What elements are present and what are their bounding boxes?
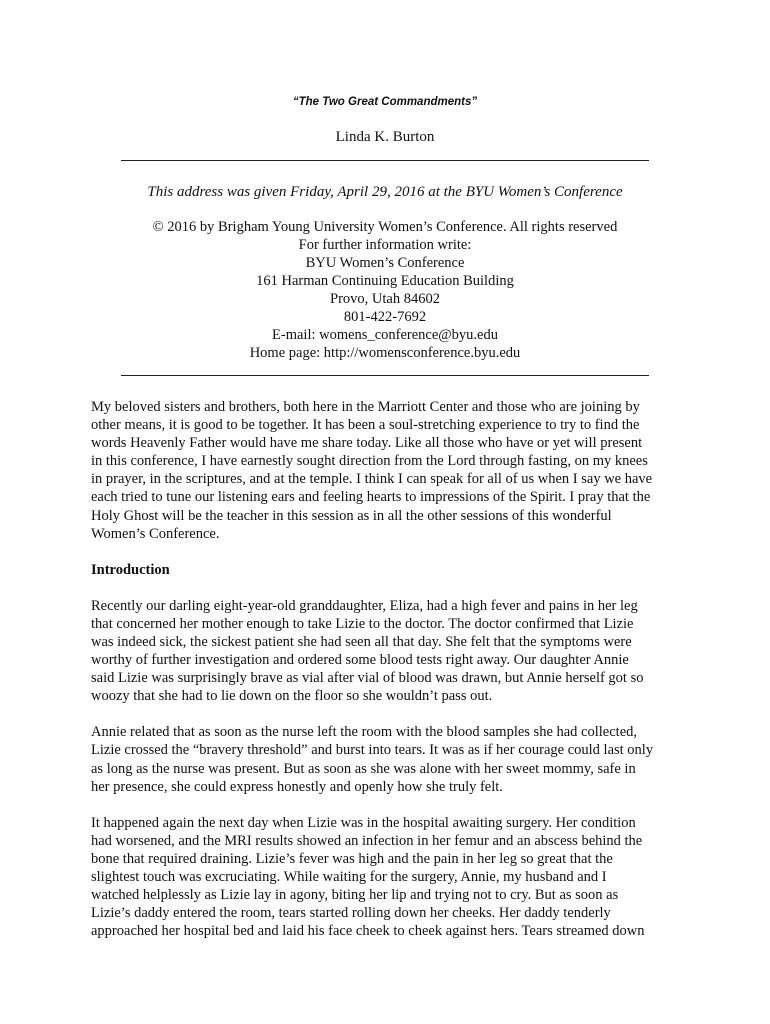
intro-paragraph — [91, 398, 681, 543]
text-line: Women’s Conference. — [91, 525, 220, 542]
text-line: had worsened, and the MRI results showed an infection in her femur and an abscess behind the — [91, 832, 643, 849]
document-body — [91, 398, 681, 958]
text-line: woozy that she had to lie down on the floor so she wouldn’t pass out. — [91, 688, 493, 705]
text-line: Lizie crossed the “bravery threshold” and burst into tears. It was as if her courage could last only — [91, 742, 654, 759]
text-line: slightest touch was excruciating. While waiting for the surgery, Annie, my husband and I — [91, 868, 607, 885]
text-line: words Heavenly Father would have me share today. Like all those who have or yet will present — [91, 435, 643, 452]
author-name: Linda K. Burton — [335, 129, 435, 145]
text-line: Holy Ghost will be the teacher in this session as in all the other sessions of this wonderful — [91, 507, 612, 524]
body-paragraph — [91, 597, 681, 706]
contact-line: 161 Harman Continuing Education Building — [256, 273, 514, 289]
copyright-line: © 2016 by Brigham Young University Women’s Conference. All rights reserved — [152, 219, 618, 235]
text-line: My beloved sisters and brothers, both here in the Marriott Center and those who are joining by — [91, 399, 640, 415]
text-line: her presence, she could express honestly and openly how she truly felt. — [91, 778, 503, 795]
text-line: worthy of further investigation and ordered some blood tests right away. Our daughter Annie — [91, 652, 629, 669]
header-divider-bottom — [121, 375, 649, 376]
contact-line: BYU Women’s Conference — [305, 255, 465, 271]
header-divider-top — [121, 160, 649, 161]
document-title: “The Two Great Commandments” — [292, 96, 478, 108]
text-line: said Lizie was surprisingly brave as vial after vial of blood was drawn, but Annie herself got so — [91, 670, 644, 687]
text-line: each tried to tune our listening ears and feeling hearts to impressions of the Spirit. I pray that the — [91, 489, 651, 506]
text-line: was indeed sick, the sickest patient she had seen all that day. She felt that the symptoms were — [91, 633, 632, 650]
text-line: approached her hospital bed and laid his face cheek to cheek against hers. Tears streamed down — [91, 923, 645, 940]
text-line: in this conference, I have earnestly sought direction from the Lord through fasting, on my knees — [91, 453, 648, 470]
text-line: Lizie’s daddy entered the room, tears started rolling down her cheeks. Her daddy tenderly — [91, 905, 611, 922]
body-paragraph — [91, 814, 681, 941]
contact-email: E-mail: womens_conference@byu.edu — [272, 327, 498, 343]
text-line: bone that required draining. Lizie’s fever was high and the pain in her leg so great that the — [91, 850, 613, 867]
contact-line: For further information write: — [298, 237, 472, 253]
text-line: watched helplessly as Lizie lay in agony, biting her lip and trying not to cry. But as soon as — [91, 887, 619, 904]
contact-line: Provo, Utah 84602 — [330, 291, 440, 307]
section-heading: Introduction — [91, 561, 170, 578]
text-line: that concerned her mother enough to take Lizie to the doctor. The doctor confirmed that Lizie — [91, 615, 634, 632]
text-line: other means, it is good to be together. It has been a soul-stretching experience to try to find the — [91, 417, 640, 434]
text-line: It happened again the next day when Lizie was in the hospital awaiting surgery. Her condition — [91, 814, 636, 831]
contact-homepage: Home page: http://womensconference.byu.edu — [249, 345, 521, 361]
text-line: in prayer, in the scriptures, and at the temple. I think I can speak for all of us when I say we have — [91, 471, 653, 488]
copyright-contact-block — [0, 218, 770, 362]
body-paragraph — [91, 723, 681, 795]
address-note: This address was given Friday, April 29, 2016 at the BYU Women’s Conference — [147, 184, 623, 200]
text-line: as long as the nurse was present. But as soon as she was alone with her sweet mommy, safe in — [91, 760, 636, 777]
contact-phone: 801-422-7692 — [343, 309, 427, 325]
text-line: Recently our darling eight-year-old granddaughter, Eliza, had a high fever and pains in her leg — [91, 597, 638, 614]
text-line: Annie related that as soon as the nurse left the room with the blood samples she had collected, — [91, 724, 638, 741]
